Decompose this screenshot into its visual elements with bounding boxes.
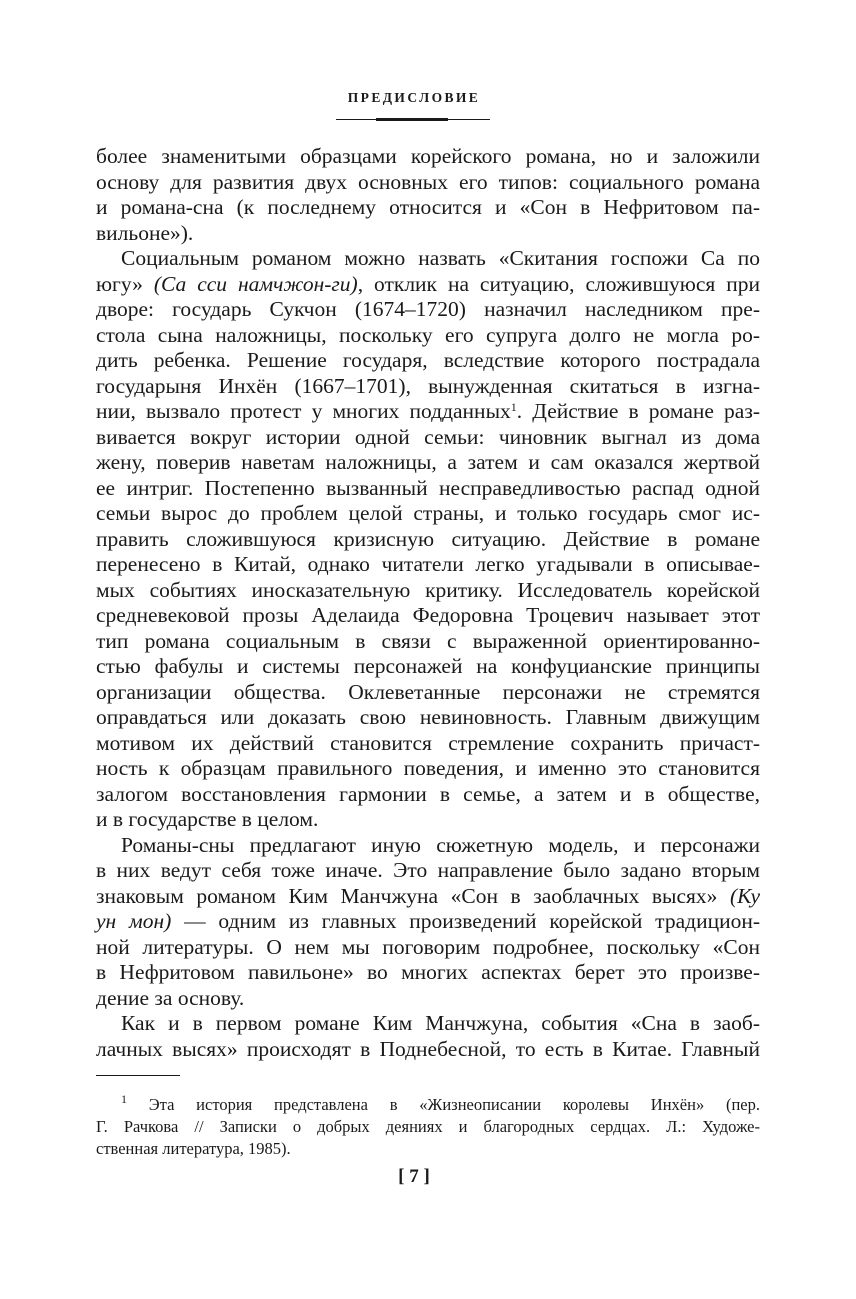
text-segment: перенесено в Китай, однако читатели легко угадывали в описывае- (96, 552, 760, 576)
body-text (96, 144, 760, 1062)
footnote-marker: 1 (121, 1092, 127, 1106)
page-number: [ 7 ] (398, 1166, 430, 1187)
text-line (96, 297, 760, 323)
text-line (96, 960, 760, 986)
text-line (96, 654, 760, 680)
header-rule-ornament (376, 118, 448, 121)
text-segment: лачных высях» происходят в Поднебесной, то есть в Китае. Главный (96, 1036, 760, 1061)
footnote-separator (96, 1075, 180, 1076)
text-segment: в них ведут себя тоже иначе. Это направление было задано вторым (96, 858, 760, 882)
text-segment: нии, вызвало протест у многих подданных (96, 399, 511, 423)
text-line (96, 807, 760, 833)
text-segment: организации общества. Оклеветанные персонажи не стремятся (96, 679, 760, 704)
text-line (96, 399, 760, 425)
text-segment: дворе: государь Сукчон (1674–1720) назначил наследником пре- (96, 297, 760, 321)
text-line (96, 374, 760, 400)
text-segment: ее интриг. Постепенно вызванный несправедливостью распад одной (96, 475, 760, 500)
text-line (96, 731, 760, 757)
text-segment: стью фабулы и системы персонажей на конфуцианские принципы (96, 654, 760, 678)
text-line (96, 1138, 760, 1160)
text-line (96, 450, 760, 476)
text-segment: Эта история представлена в «Жизнеописании королевы Инхён» (пер. (127, 1095, 760, 1114)
text-line (96, 1116, 760, 1138)
text-segment: стола сына наложницы, поскольку его супруга долго не могла ро- (96, 322, 760, 347)
text-line (96, 476, 760, 502)
text-segment: Г. Рачкова // Записки о добрых деяниях и благородных сердцах. Л.: Художе- (96, 1117, 760, 1136)
text-segment: править сложившуюся кризисную ситуацию. Действие в романе (96, 526, 760, 551)
footnote (96, 1094, 760, 1160)
text-segment: ной литературы. О нем мы поговорим подробнее, поскольку «Сон (96, 934, 760, 959)
text-segment: мотивом их действий становится стремление сохранить причаст- (96, 730, 760, 755)
text-segment: Как и в первом романе Ким Манчжуна, события «Сна в заоб- (121, 1011, 760, 1035)
text-line (96, 986, 760, 1012)
text-line (96, 170, 760, 196)
italic-text: (Ку (729, 883, 760, 908)
text-line (96, 195, 760, 221)
text-line (96, 246, 760, 272)
text-segment: — одним из главных произведений корейской традицион- (171, 909, 760, 933)
text-line (96, 144, 760, 170)
text-segment: жену, поверив наветам наложницы, а затем и сам оказался жертвой (96, 450, 760, 474)
text-segment: семьи вырос до проблем целой страны, и только государь смог ис- (96, 501, 760, 525)
text-segment: знаковым романом Ким Манчжуна «Сон в заоблачных высях» (96, 883, 730, 908)
text-line (96, 1094, 760, 1116)
text-line (96, 272, 760, 298)
text-line (96, 552, 760, 578)
text-segment: и в государстве в целом. (96, 807, 319, 831)
text-segment: югу» (96, 271, 154, 296)
text-line (96, 756, 760, 782)
text-line (96, 629, 760, 655)
text-segment: Социальным романом можно назвать «Скитания госпожи Са по (121, 246, 760, 270)
text-segment: Романы-сны предлагают иную сюжетную модель, и персонажи (121, 832, 760, 857)
text-segment: вильоне»). (96, 220, 194, 245)
text-segment: мых событиях иносказательную критику. Исследователь корейской (96, 577, 760, 602)
text-line (96, 425, 760, 451)
footnote-marker: 1 (510, 400, 517, 414)
text-line (96, 1011, 760, 1037)
text-segment: залогом восстановления гармонии в семье, а затем и в обществе, (96, 781, 760, 806)
text-segment: ственная литература, 1985). (96, 1139, 291, 1158)
text-line (96, 909, 760, 935)
text-line (96, 221, 760, 247)
text-segment: дить ребенка. Решение государя, вследствие которого пострадала (96, 348, 760, 372)
italic-text: ун мон) (96, 909, 172, 933)
text-segment: и романа-сна (к последнему относится и «Сон в Нефритовом па- (96, 195, 760, 219)
text-line (96, 833, 760, 859)
text-line (96, 578, 760, 604)
text-segment: средневековой прозы Аделаида Федоровна Троцевич называет этот (96, 603, 760, 627)
text-segment: тип романа социальным в связи с выраженной ориентированно- (96, 628, 760, 653)
text-segment: дение за основу. (96, 985, 245, 1010)
text-line (96, 501, 760, 527)
text-segment: оправдаться или доказать свою невиновность. Главным движущим (96, 705, 760, 729)
text-line (96, 782, 760, 808)
text-line (96, 680, 760, 706)
text-line (96, 323, 760, 349)
text-line (96, 1037, 760, 1063)
text-line (96, 935, 760, 961)
text-segment: . Действие в романе раз- (516, 399, 760, 423)
text-segment: ность к образцам правильного поведения, и именно это становится (96, 756, 760, 780)
text-segment: основу для развития двух основных его типов: социального романа (96, 169, 760, 194)
running-header: ПРЕДИСЛОВИЕ (347, 90, 481, 105)
text-segment: , отклик на ситуацию, сложившуюся при (357, 271, 760, 296)
text-segment: государыня Инхён (1667–1701), вынужденная скитаться в изгна- (96, 373, 760, 398)
text-line (96, 884, 760, 910)
text-segment: в Нефритовом павильоне» во многих аспектах берет это произве- (96, 960, 760, 984)
text-line (96, 527, 760, 553)
text-line (96, 603, 760, 629)
text-line (96, 348, 760, 374)
italic-text: (Са сси намчжон-ги) (153, 271, 358, 296)
text-line (96, 858, 760, 884)
text-segment: более знаменитыми образцами корейского романа, но и заложили (96, 144, 760, 168)
text-line (96, 705, 760, 731)
text-segment: вивается вокруг истории одной семьи: чиновник выгнал из дома (96, 424, 760, 449)
